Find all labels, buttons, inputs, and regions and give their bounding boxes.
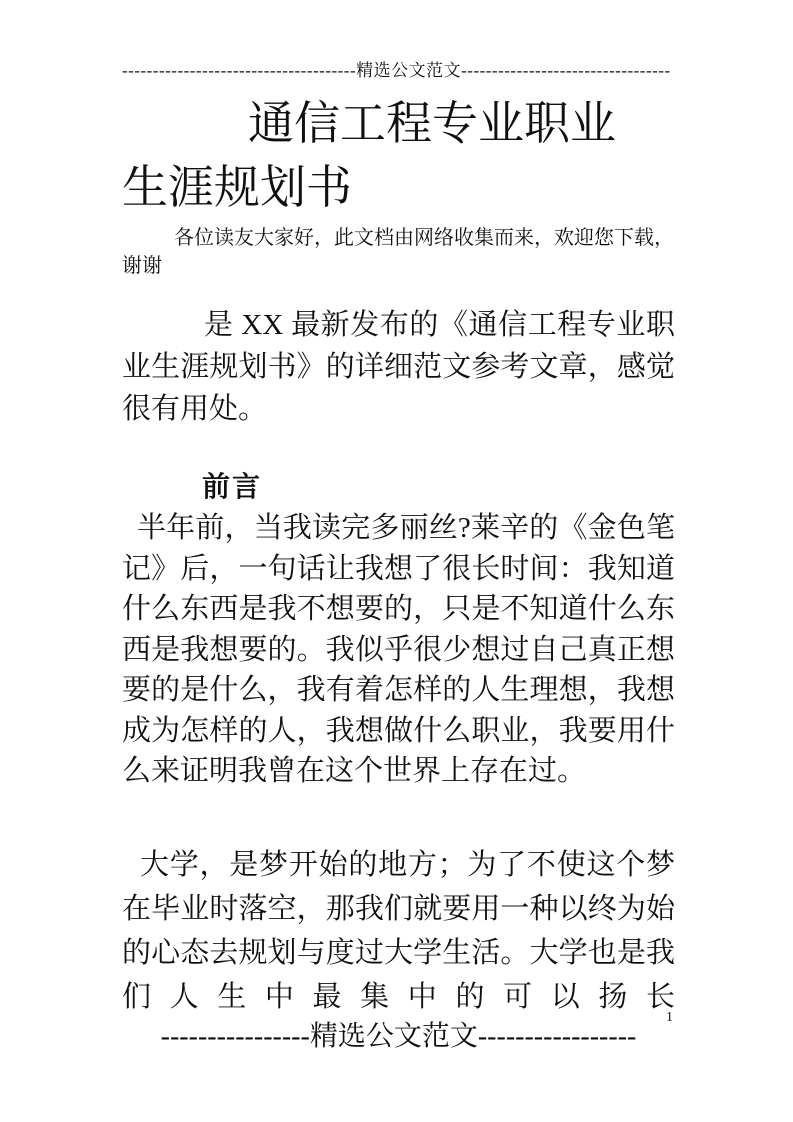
section-heading-preface: 前言 xyxy=(202,472,263,503)
header-right-dashes: ---------------------------------- xyxy=(461,61,671,80)
footer-label: 精选公文范文 xyxy=(309,1021,478,1052)
footer-right-dashes: ----------------- xyxy=(477,1021,637,1052)
greeting-line: 各位读友大家好，此文档由网络收集而来，欢迎您下载，谢谢 xyxy=(122,227,674,277)
intro-paragraph: 是 XX 最新发布的《通信工程专业职业生涯规划书》的详细范文参考文章，感觉很有用处。 xyxy=(122,309,675,425)
document-title: 通信工程专业职业生涯规划书 xyxy=(122,98,616,213)
body-paragraph: 大学，是梦开始的地方；为了不使这个梦在毕业时落空，那我们就要用一种以终为始的心态去规划与度过大学生活。大学也是我们人生中最集中的可以扬长 xyxy=(122,849,675,1013)
page-number: 1 xyxy=(666,1010,673,1025)
footer-left-dashes: ---------------- xyxy=(160,1021,310,1052)
header-left-dashes: -------------------------------------- xyxy=(122,61,357,80)
page-footer xyxy=(122,1020,675,1054)
body-paragraph: 半年前，当我读完多丽丝?莱辛的《金色笔记》后，一句话让我想了很长时间：我知道什么东西是我不想要的，只是不知道什么东西是我想要的。我似乎很少想过自己真正想要的是什么，我有着怎样的人生理想，我想成为怎样的人，我想做什么职业，我要用什么来证明我曾在这个世界上存在过。 xyxy=(122,512,675,787)
page-header xyxy=(122,58,675,84)
header-label: 精选公文范文 xyxy=(356,61,462,80)
